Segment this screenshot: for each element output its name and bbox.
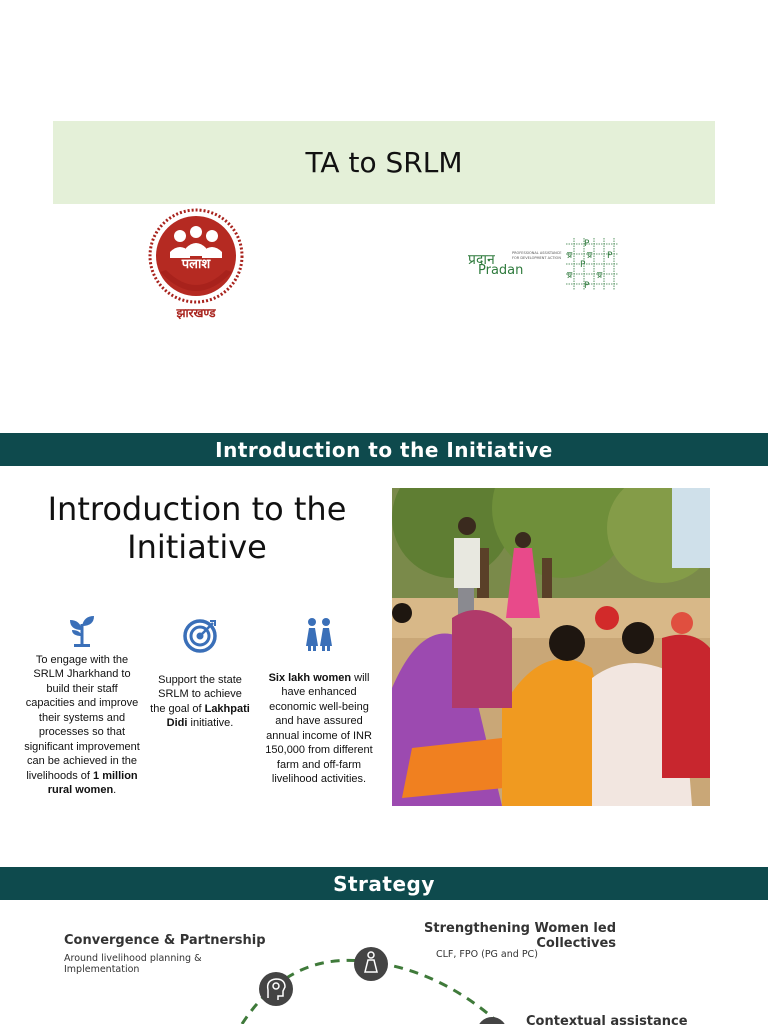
slide-title: TA to SRLM xyxy=(305,146,463,179)
feature-lakhpati-didi xyxy=(150,618,250,731)
feature-capacity-building xyxy=(24,612,140,798)
svg-text:प्र: प्र xyxy=(587,251,593,261)
women-meeting-photo xyxy=(392,488,710,806)
feature-3-text: Six lakh women will have enhanced economic well-being and have assured annual income of INR 150,000 from different farm and off-farm livelihood activities. xyxy=(265,671,373,785)
svg-text:P: P xyxy=(607,251,613,261)
pradan-hindi-text: प्रदान xyxy=(468,252,495,268)
convergence-subtitle: Around livelihood planning & Implementation xyxy=(64,953,202,975)
palash-logo-text: पलाश xyxy=(181,257,211,272)
pradan-tagline-2: FOR DEVELOPMENT ACTION xyxy=(512,256,561,260)
svg-text:प्र: प्र xyxy=(567,251,573,261)
contextual-assistance-title: Contextual assistance xyxy=(526,1014,688,1029)
collectives-title: Strengthening Women led Collectives xyxy=(424,921,616,951)
jharkhand-logo-text: झारखण्ड xyxy=(176,306,216,320)
strategy-diagram xyxy=(230,940,530,1024)
convergence-title: Convergence & Partnership xyxy=(64,933,266,948)
pradan-tagline-1: PROFESSIONAL ASSISTANCE xyxy=(512,251,562,255)
pradan-logo xyxy=(466,234,626,292)
women-group-icon xyxy=(301,616,337,652)
pradan-wordmark: Pradan xyxy=(478,263,524,278)
intro-section-bar: Introduction to the Initiative xyxy=(0,433,768,466)
feature-1-text: To engage with the SRLM Jharkhand to build their staff capacities and improve their systems and processes so that significant improvement can be achieved in the livelihoods of 1 million rural women. xyxy=(24,653,140,796)
assistance-node xyxy=(477,1017,507,1024)
svg-text:प्र: प्र xyxy=(597,271,603,281)
title-band xyxy=(53,121,715,204)
target-icon xyxy=(182,618,218,654)
svg-text:प्र: प्र xyxy=(567,271,573,281)
palash-jharkhand-logo xyxy=(146,206,250,322)
seedling-icon xyxy=(64,612,100,648)
strategy-section-bar: Strategy xyxy=(0,867,768,900)
feature-2-text: Support the state SRLM to achieve the goal of Lakhpati Didi initiative. xyxy=(150,673,250,729)
feature-six-lakh-women xyxy=(262,616,376,787)
svg-text:P: P xyxy=(584,281,590,291)
svg-text:P: P xyxy=(580,260,586,270)
svg-text:P: P xyxy=(584,239,590,249)
intro-heading: Introduction to the Initiative xyxy=(47,490,347,566)
collectives-subtitle: CLF, FPO (PG and PC) xyxy=(436,949,538,960)
